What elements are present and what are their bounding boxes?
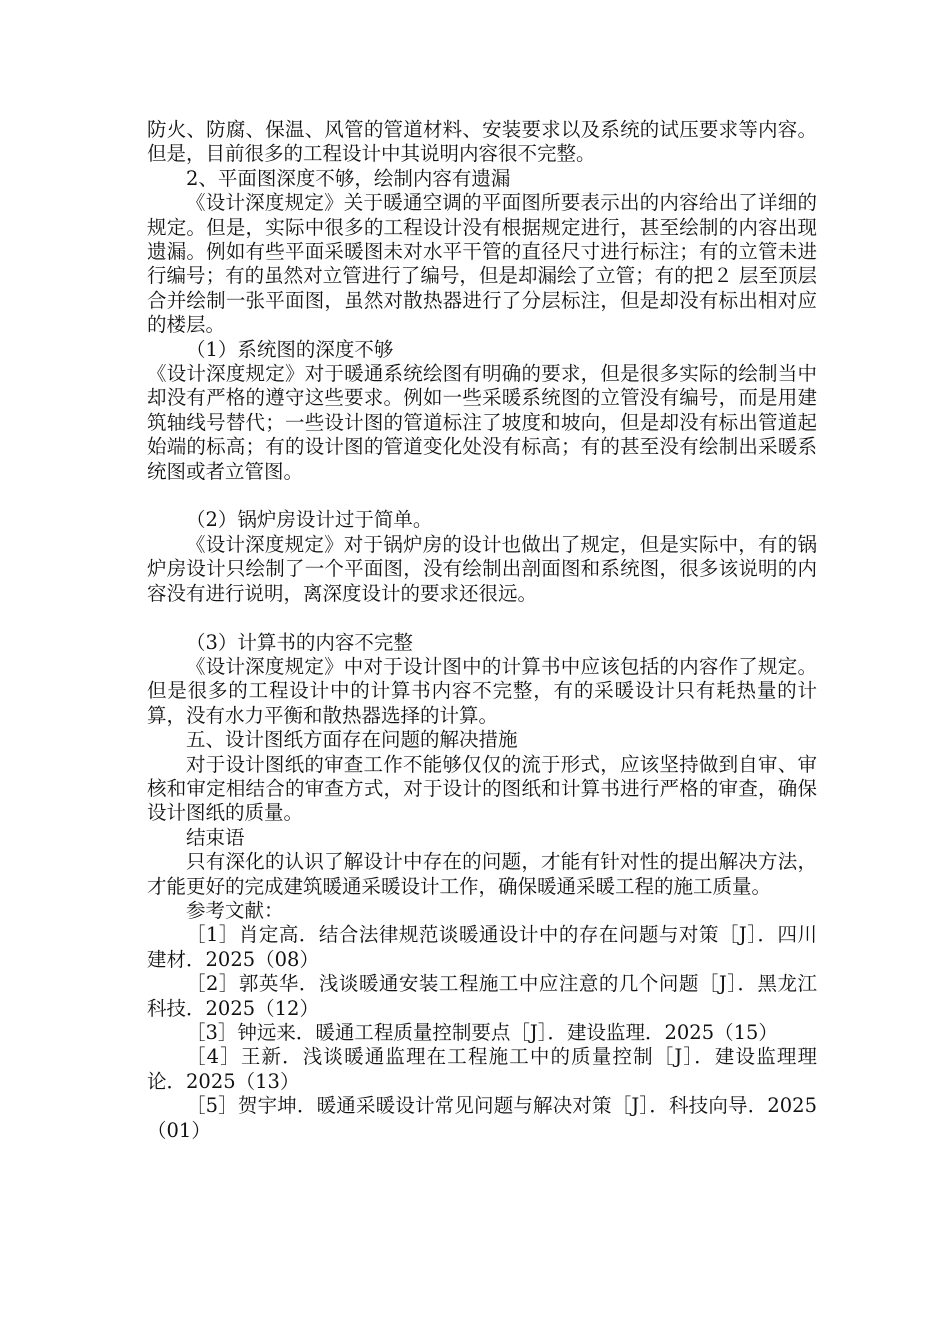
paragraph: （3）计算书的内容不完整 [186,630,413,654]
paragraph: 结束语 [186,825,245,849]
paragraph: 防火、防腐、保温、风管的管道材料、安装要求以及系统的试压要求等内容。但是，目前很多的工程设计中其说明内容很不完整。 [147,118,817,166]
blank-line [147,606,817,630]
paragraph: 《设计深度规定》对于暖通系统绘图有明确的要求，但是很多实际的绘制当中却没有严格的遵守这些要求。例如一些采暖系统图的立管没有编号，而是用建筑轴线号替代；一些设计图的管道标注了坡度和坡向，但是却没有标出管道起始端的标高；有的设计图的管道变化处没有标高；有的甚至没有绘制出采暖系统图或者立管图。 [147,362,817,483]
paragraph: ［1］肖定高．结合法律规范谈暖通设计中的存在问题与对策［J］．四川建材．2025（08） [147,923,817,971]
paragraph: 参考文献： [186,898,284,922]
paragraph: 《设计深度规定》中对于设计图中的计算书中应该包括的内容作了规定。但是很多的工程设计中的计算书内容不完整，有的采暖设计只有耗热量的计算，没有水力平衡和散热器选择的计算。 [147,654,817,727]
blank-line [147,484,817,508]
paragraph: （2）锅炉房设计过于简单。 [186,508,433,532]
paragraph: ［3］钟远来．暖通工程质量控制要点［J］．建设监理．2025（15） [186,1021,778,1044]
document-body [147,118,817,1143]
paragraph: 《设计深度规定》关于暖通空调的平面图所要表示出的内容给出了详细的规定。但是，实际中很多的工程设计没有根据规定进行，甚至绘制的内容出现遗漏。例如有些平面采暖图未对水平干管的直径尺寸进行标注；有的立管未进行编号；有的虽然对立管进行了编号，但是却漏绘了立管；有的把２ 层至顶层合并绘制一张平面图，虽然对散热器进行了分层标注，但是却没有标出相对应的楼层。 [147,191,817,337]
paragraph: 五、设计图纸方面存在问题的解决措施 [186,728,518,752]
paragraph: ［2］郭英华．浅谈暖通安装工程施工中应注意的几个问题［J］．黑龙江科技．2025（12） [147,972,817,1020]
paragraph: 《设计深度规定》对于锅炉房的设计也做出了规定，但是实际中，有的锅炉房设计只绘制了一个平面图，没有绘制出剖面图和系统图，很多该说明的内容没有进行说明，离深度设计的要求还很远。 [147,532,817,605]
paragraph: （1）系统图的深度不够 [186,337,394,361]
paragraph: 只有深化的认识了解设计中存在的问题，才能有针对性的提出解决方法，才能更好的完成建筑暖通采暖设计工作，确保暖通采暖工程的施工质量。 [147,850,817,898]
paragraph: 对于设计图纸的审查工作不能够仅仅的流于形式，应该坚持做到自审、审核和审定相结合的审查方式，对于设计的图纸和计算书进行严格的审查，确保设计图纸的质量。 [147,752,817,825]
paragraph: ［4］王新．浅谈暖通监理在工程施工中的质量控制［J］．建设监理理论．2025（13） [147,1045,817,1093]
paragraph: 2、平面图深度不够，绘制内容有遗漏 [186,166,511,190]
paragraph: ［5］贺宇坤．暖通采暖设计常见问题与解决对策［J］．科技向导．2025（01） [147,1094,817,1142]
